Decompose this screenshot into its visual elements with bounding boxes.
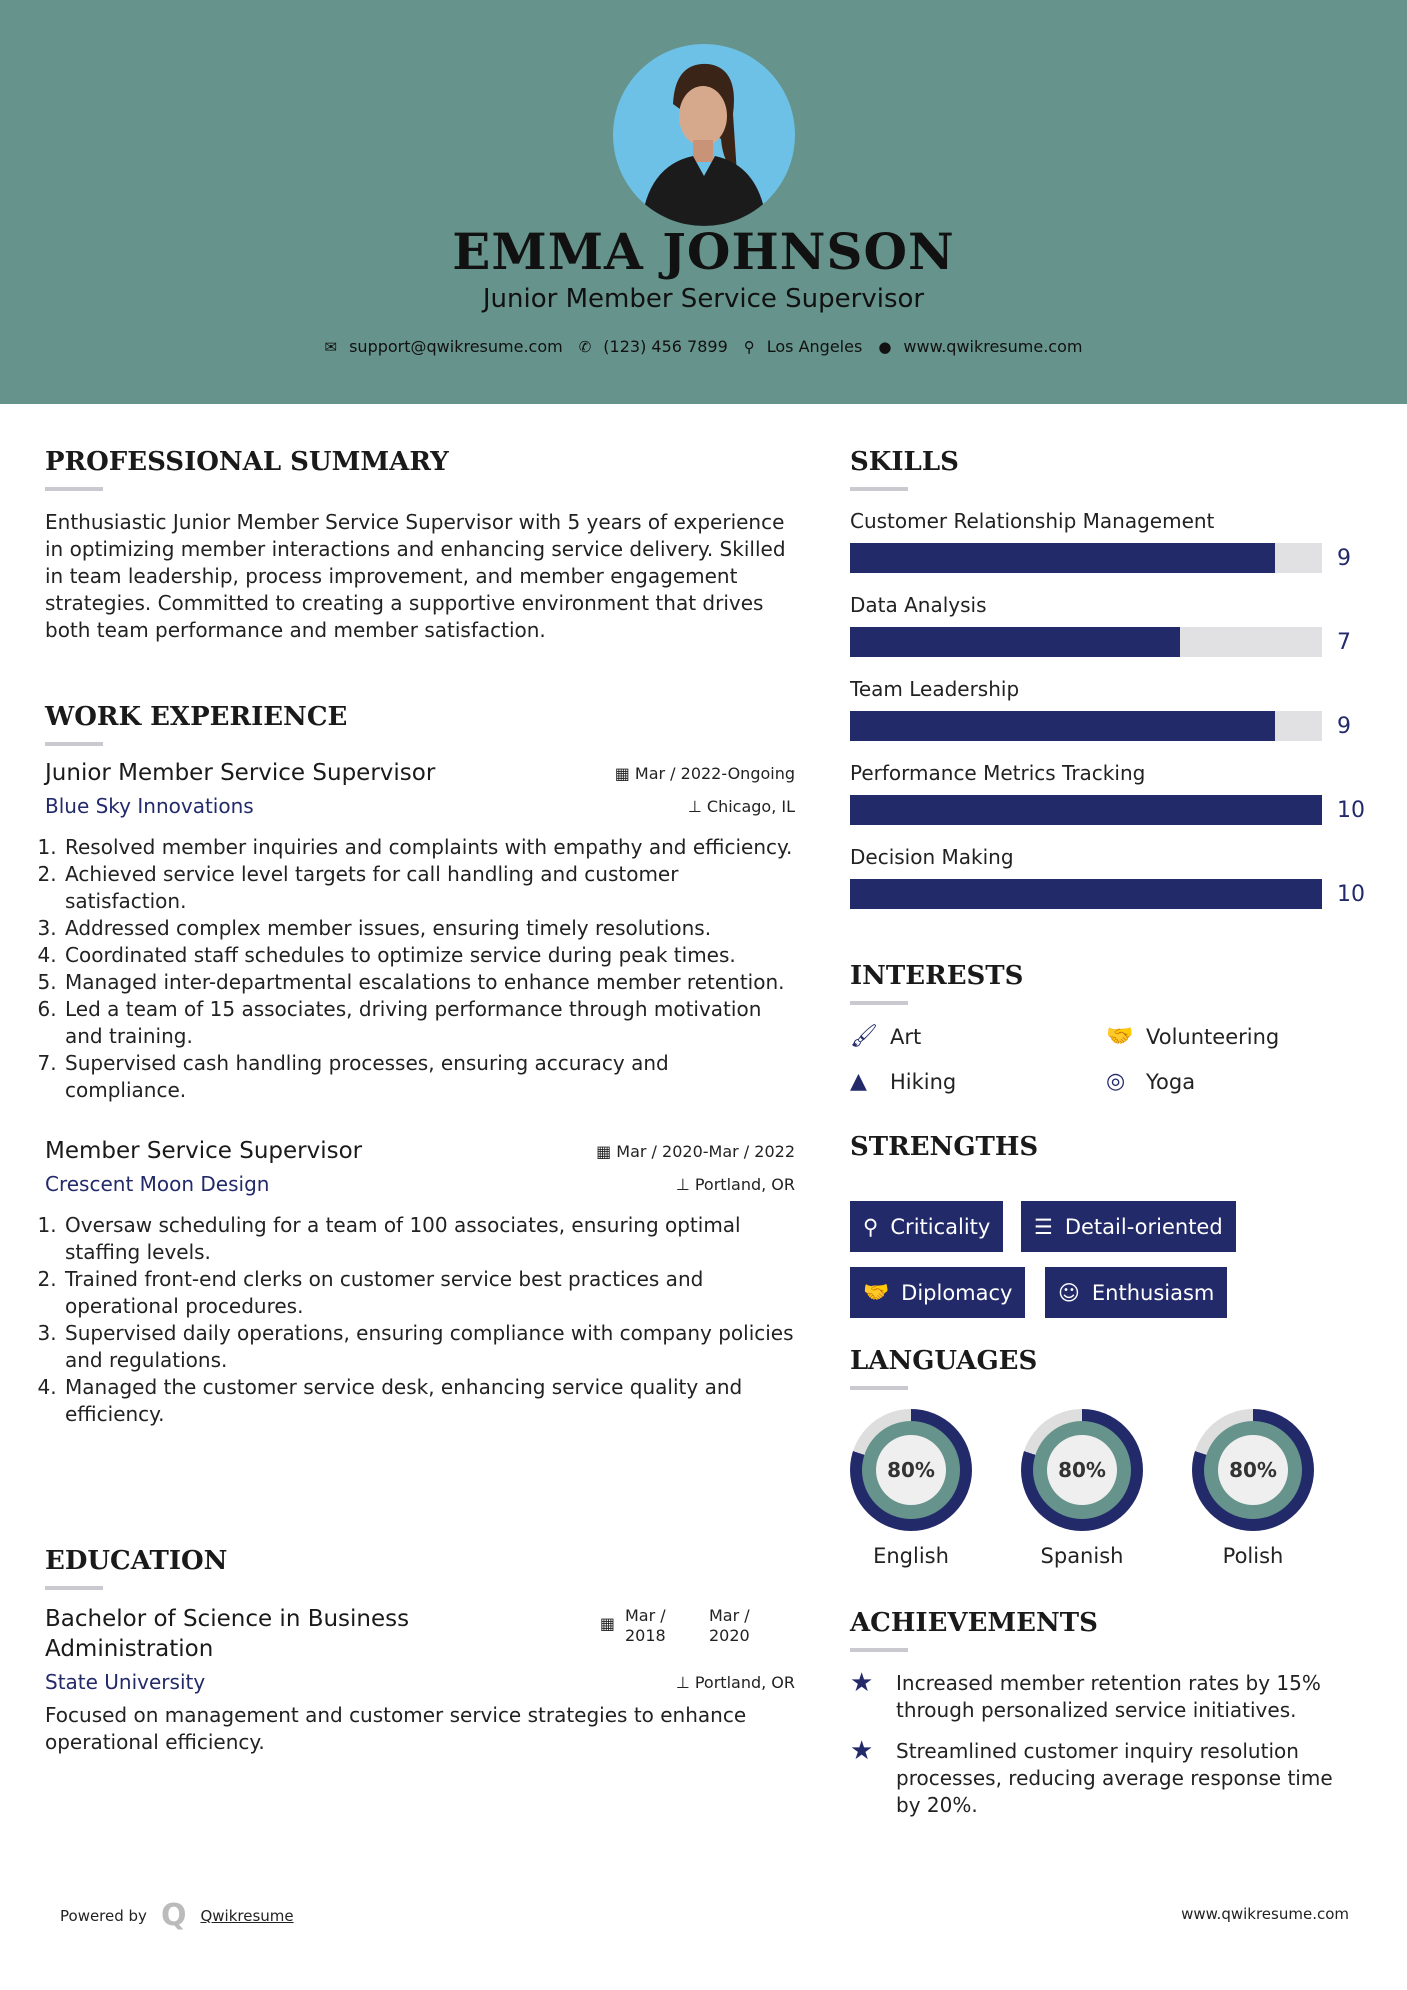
achievement-text: Streamlined customer inquiry resolution processes, reducing average response time by 20%.	[896, 1739, 1333, 1817]
interest-yoga	[1106, 1069, 1195, 1094]
candidate-title: Junior Member Service Supervisor	[482, 284, 925, 314]
language-percent: 80%	[1218, 1435, 1288, 1505]
duty-item: 2. Achieved service level targets for call handling and customer satisfaction.	[63, 861, 795, 915]
duty-item: 5. Managed inter-departmental escalations to enhance member retention.	[63, 969, 795, 996]
candidate-name: EMMA JOHNSON	[452, 222, 955, 281]
skill-level: 10	[1337, 881, 1365, 907]
skill-level: 9	[1337, 713, 1351, 739]
brand-link[interactable]: Qwikresume	[200, 1906, 294, 1925]
skill-name: Team Leadership	[850, 677, 1020, 701]
heading-rule	[45, 742, 103, 746]
qwikresume-logo-icon: Q	[160, 1898, 187, 1933]
interest-volunteering	[1106, 1024, 1279, 1049]
skill-name: Decision Making	[850, 845, 1014, 869]
profile-photo	[613, 44, 795, 226]
handshake-icon: 🤝	[1106, 1024, 1134, 1049]
search-icon: ⚲	[863, 1214, 879, 1239]
languages-section	[850, 1346, 1370, 1408]
education-text: Focused on management and customer service strategies to enhance operational efficiency.	[45, 1703, 747, 1754]
map-marker-icon: ⚲	[743, 337, 755, 356]
skill-item	[850, 761, 1370, 825]
interest-hiking	[850, 1069, 956, 1094]
skills-heading: SKILLS	[850, 447, 959, 477]
strength-badge	[1045, 1267, 1227, 1318]
languages-heading: LANGUAGES	[850, 1346, 1038, 1376]
interest-label: Hiking	[890, 1069, 957, 1094]
skill-bar	[850, 543, 1322, 573]
summary-section	[45, 447, 795, 644]
achievement-item	[850, 1738, 1360, 1819]
language-percent: 80%	[876, 1435, 946, 1505]
skill-bar-fill	[850, 627, 1180, 657]
interest-label: Volunteering	[1146, 1024, 1280, 1049]
language-name: English	[873, 1544, 949, 1568]
smile-icon: ☺	[1058, 1280, 1080, 1305]
achievement-text: Increased member retention rates by 15% through personalized service initiatives.	[896, 1671, 1321, 1722]
heading-rule	[850, 487, 908, 491]
globe-icon: ●	[878, 337, 892, 356]
strength-label: Enthusiasm	[1091, 1280, 1215, 1305]
envelope-icon: ✉	[324, 337, 338, 356]
tree-icon: ▲	[850, 1069, 867, 1094]
duty-item: 4. Managed the customer service desk, enhancing service quality and efficiency.	[63, 1374, 795, 1428]
duty-item: 2. Trained front-end clerks on customer service best practices and operational procedures.	[63, 1266, 795, 1320]
experience-section	[45, 702, 795, 1428]
heading-rule	[850, 1001, 908, 1005]
language-donut	[1192, 1409, 1314, 1531]
skill-bar-fill	[850, 879, 1322, 909]
achievement-item	[850, 1670, 1360, 1724]
star-icon: ★	[850, 1668, 874, 1698]
job-duties	[45, 1212, 795, 1428]
heading-rule	[45, 1586, 103, 1590]
paintbrush-icon: 🖌	[850, 1024, 878, 1049]
summary-text: Enthusiastic Junior Member Service Supervisor with 5 years of experience in optimizing member interactions and enhancing service delivery. Skilled in team leadership, process improvement, and member engagement strategies. Committed to creating a supportive environment that drives both team performance and member satisfaction.	[45, 510, 786, 642]
duty-item: 4. Coordinated staff schedules to optimize service during peak times.	[63, 942, 795, 969]
skill-item	[850, 593, 1370, 657]
skill-bar-fill	[850, 543, 1275, 573]
education-section	[45, 1546, 795, 1756]
calendar-icon: ▦	[614, 763, 635, 783]
star-icon: ★	[850, 1736, 874, 1766]
duty-item: 1. Resolved member inquiries and complaints with empathy and efficiency.	[63, 834, 795, 861]
interests-heading: INTERESTS	[850, 961, 1024, 991]
language-name: Spanish	[1040, 1544, 1124, 1568]
job-entry	[45, 1138, 795, 1428]
strength-label: Detail-oriented	[1064, 1214, 1223, 1239]
contact-email[interactable]: support@qwikresume.com	[349, 337, 563, 356]
language-donut	[1021, 1409, 1143, 1531]
experience-heading: WORK EXPERIENCE	[45, 702, 348, 732]
company-name: Blue Sky Innovations	[45, 794, 254, 818]
job-duties	[45, 834, 795, 1104]
job-entry	[45, 760, 795, 1104]
powered-by-label: Powered by	[60, 1906, 147, 1925]
list-icon: ☰	[1034, 1214, 1053, 1239]
duty-item: 6. Led a team of 15 associates, driving performance through motivation and training.	[63, 996, 795, 1050]
strength-badge	[850, 1201, 1003, 1252]
resume-header	[0, 0, 1407, 404]
skill-item	[850, 509, 1370, 573]
calendar-icon: ▦	[599, 1614, 615, 1633]
heading-rule	[850, 1386, 908, 1390]
skill-name: Data Analysis	[850, 593, 987, 617]
duty-item: 3. Supervised daily operations, ensuring compliance with company policies and regulations.	[63, 1320, 795, 1374]
strengths-heading: STRENGTHS	[850, 1132, 1039, 1162]
job-dates: Mar / 2020-Mar / 2022	[616, 1141, 795, 1161]
education-heading: EDUCATION	[45, 1546, 228, 1576]
phone-icon: ✆	[578, 337, 592, 356]
interest-art	[850, 1024, 921, 1049]
duty-item: 7. Supervised cash handling processes, ensuring accuracy and compliance.	[63, 1050, 795, 1104]
job-dates: Mar / 2022-Ongoing	[634, 763, 795, 783]
school-name: State University	[45, 1670, 206, 1694]
heading-rule	[45, 487, 103, 491]
edu-end: Mar / 2020	[709, 1606, 750, 1645]
achievements-section	[850, 1608, 1370, 1670]
job-title: Member Service Supervisor	[45, 1138, 363, 1164]
skill-level: 7	[1337, 629, 1351, 655]
pin-icon: ⊥	[687, 796, 707, 816]
heading-rule	[850, 1648, 908, 1652]
strength-badge	[1021, 1201, 1236, 1252]
company-name: Crescent Moon Design	[45, 1172, 270, 1196]
strength-badge	[850, 1267, 1025, 1318]
job-location: Portland, OR	[694, 1174, 795, 1194]
duty-item: 3. Addressed complex member issues, ensuring timely resolutions.	[63, 915, 795, 942]
strength-label: Criticality	[890, 1214, 991, 1239]
contact-website[interactable]: www.qwikresume.com	[903, 337, 1083, 356]
language-donut	[850, 1409, 972, 1531]
skill-level: 9	[1337, 545, 1351, 571]
language-percent: 80%	[1047, 1435, 1117, 1505]
job-location: Chicago, IL	[706, 796, 795, 816]
footer-url[interactable]: www.qwikresume.com	[1181, 1905, 1349, 1923]
skill-bar	[850, 711, 1322, 741]
handshake-icon: 🤝	[863, 1280, 890, 1304]
strengths-section	[850, 1132, 1038, 1162]
skill-name: Performance Metrics Tracking	[850, 761, 1146, 785]
skill-bar-fill	[850, 795, 1322, 825]
strength-label: Diplomacy	[901, 1280, 1013, 1305]
contact-bar	[0, 337, 1407, 356]
contact-location: Los Angeles	[766, 337, 863, 356]
skill-bar	[850, 627, 1322, 657]
achievements-heading: ACHIEVEMENTS	[850, 1608, 1098, 1638]
pin-icon: ⊥	[675, 1174, 695, 1194]
language-name: Polish	[1222, 1544, 1284, 1568]
edu-location: Portland, OR	[694, 1672, 795, 1692]
job-title: Junior Member Service Supervisor	[45, 760, 436, 786]
interests-section	[850, 961, 1370, 1023]
skill-bar	[850, 795, 1322, 825]
interest-label: Yoga	[1146, 1069, 1196, 1094]
skill-level: 10	[1337, 797, 1365, 823]
contact-phone[interactable]: (123) 456 7899	[603, 337, 728, 356]
footer-brand	[60, 1898, 294, 1933]
skill-item	[850, 845, 1370, 909]
skill-item	[850, 677, 1370, 741]
degree-title: Bachelor of Science in Business Administration	[45, 1606, 410, 1662]
edu-start: Mar / 2018	[625, 1606, 666, 1645]
skill-name: Customer Relationship Management	[850, 509, 1215, 533]
skills-section	[850, 447, 1370, 929]
summary-heading: PROFESSIONAL SUMMARY	[45, 447, 449, 477]
skill-bar	[850, 879, 1322, 909]
life-ring-icon: ◎	[1106, 1069, 1126, 1094]
duty-item: 1. Oversaw scheduling for a team of 100 associates, ensuring optimal staffing levels.	[63, 1212, 795, 1266]
interest-label: Art	[890, 1024, 922, 1049]
calendar-icon: ▦	[596, 1141, 617, 1161]
skill-bar-fill	[850, 711, 1275, 741]
pin-icon: ⊥	[675, 1672, 695, 1692]
